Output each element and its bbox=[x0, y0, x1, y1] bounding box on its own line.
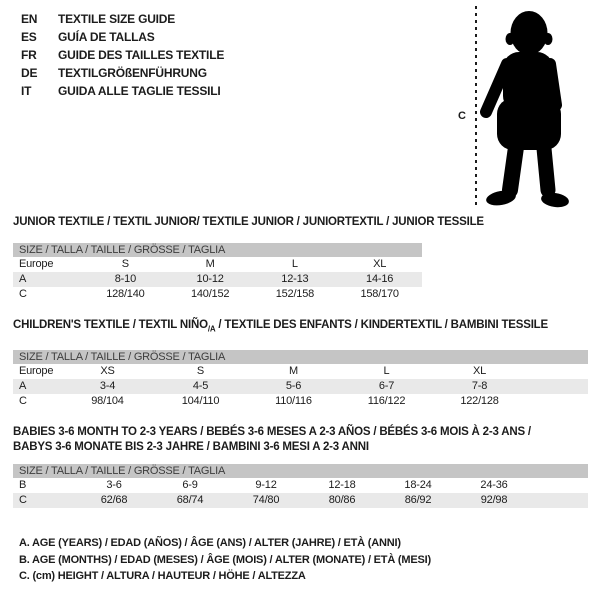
value-cell: 6-9 bbox=[182, 479, 198, 491]
table-size-header: SIZE / TALLA / TAILLE / GRÖSSE / TAGLIA bbox=[13, 243, 422, 257]
table-title-line2: BABYS 3-6 MONATE BIS 2-3 JAHRE / BAMBINI 3-6 MESI A 2-3 ANNI bbox=[13, 441, 369, 453]
value-cell: 10-12 bbox=[196, 273, 224, 285]
value-cell: 8-10 bbox=[114, 273, 136, 285]
figure-label-c: C bbox=[458, 110, 466, 122]
size-cell: L bbox=[291, 258, 298, 270]
table-row-c bbox=[13, 493, 588, 508]
language-list bbox=[21, 10, 224, 100]
language-code: IT bbox=[21, 84, 32, 98]
language-label: TEXTILE SIZE GUIDE bbox=[58, 12, 176, 26]
size-cell: XL bbox=[472, 365, 487, 378]
value-cell: 62/68 bbox=[100, 494, 128, 506]
size-cell: XL bbox=[373, 258, 387, 270]
size-cell: S bbox=[196, 365, 205, 378]
toddler-silhouette-icon bbox=[455, 0, 600, 212]
language-row-it bbox=[21, 82, 224, 100]
value-cell: 80/86 bbox=[328, 494, 356, 506]
table-title: JUNIOR TEXTILE / TEXTIL JUNIOR/ TEXTILE JUNIOR / JUNIORTEXTIL / JUNIOR TESSILE bbox=[13, 216, 484, 228]
value-cell: 128/140 bbox=[106, 288, 145, 300]
value-cell: 4-5 bbox=[192, 380, 209, 393]
table-row-b bbox=[13, 478, 588, 493]
height-measure-figure bbox=[455, 0, 600, 212]
value-cell: 92/98 bbox=[480, 494, 508, 506]
row-label: A bbox=[19, 380, 27, 393]
value-cell: 12-18 bbox=[328, 479, 356, 491]
value-cell: 98/104 bbox=[91, 395, 124, 408]
language-row-en bbox=[21, 10, 224, 28]
row-label: Europe bbox=[19, 365, 54, 378]
table-row-c bbox=[13, 287, 422, 302]
value-cell: 68/74 bbox=[176, 494, 204, 506]
language-code: EN bbox=[21, 12, 38, 26]
table-row-europe bbox=[13, 364, 588, 379]
table-title bbox=[13, 318, 588, 336]
table-size-header: SIZE / TALLA / TAILLE / GRÖSSE / TAGLIA bbox=[13, 350, 588, 364]
footnote-b: B. AGE (MONTHS) / EDAD (MESES) / ÂGE (MOIS) / ALTER (MONATE) / ETÀ (MESI) bbox=[19, 553, 431, 566]
title-subscript: /A bbox=[207, 324, 216, 334]
row-label: C bbox=[19, 395, 27, 408]
size-cell: L bbox=[383, 365, 390, 378]
row-label: C bbox=[19, 494, 27, 506]
title-part: / TEXTILE DES ENFANTS / KINDERTEXTIL / BAMBINI TESSILE bbox=[215, 319, 548, 331]
size-cell: M bbox=[289, 365, 298, 378]
value-cell: 5-6 bbox=[285, 380, 302, 393]
value-cell: 12-13 bbox=[281, 273, 309, 285]
language-code: ES bbox=[21, 30, 37, 44]
language-row-fr bbox=[21, 46, 224, 64]
toddler-silhouette-shape bbox=[485, 11, 570, 209]
value-cell: 110/116 bbox=[275, 395, 312, 408]
language-code: FR bbox=[21, 48, 37, 62]
value-cell: 140/152 bbox=[190, 288, 230, 300]
table-size-header: SIZE / TALLA / TAILLE / GRÖSSE / TAGLIA bbox=[13, 464, 588, 478]
language-row-es bbox=[21, 28, 224, 46]
value-cell: 24-36 bbox=[480, 479, 508, 491]
table-row-a bbox=[13, 272, 422, 287]
value-cell: 14-16 bbox=[366, 273, 394, 285]
row-label: Europe bbox=[19, 258, 54, 270]
size-cell: S bbox=[121, 258, 129, 270]
size-cell: M bbox=[205, 258, 215, 270]
value-cell: 9-12 bbox=[255, 479, 277, 491]
footnote-a: A. AGE (YEARS) / EDAD (AÑOS) / ÂGE (ANS) / ALTER (JAHRE) / ETÀ (ANNI) bbox=[19, 537, 401, 549]
value-cell: 152/158 bbox=[275, 288, 315, 300]
language-label: TEXTILGRÖßENFÜHRUNG bbox=[58, 66, 207, 80]
language-label: GUÍA DE TALLAS bbox=[58, 30, 155, 44]
size-cell: XS bbox=[100, 365, 115, 378]
size-table-junior bbox=[13, 215, 484, 302]
value-cell: 74/80 bbox=[252, 494, 280, 506]
table-row-europe bbox=[13, 257, 422, 272]
title-part: CHILDREN'S TEXTILE / TEXTIL NIÑO bbox=[13, 319, 208, 331]
language-label: GUIDE DES TAILLES TEXTILE bbox=[58, 48, 225, 62]
value-cell: 3-6 bbox=[106, 479, 122, 491]
size-table-babies bbox=[13, 425, 588, 508]
value-cell: 122/128 bbox=[460, 395, 499, 408]
language-label: GUIDA ALLE TAGLIE TESSILI bbox=[58, 84, 221, 98]
language-code: DE bbox=[21, 66, 38, 80]
value-cell: 3-4 bbox=[99, 380, 116, 393]
table-row-c bbox=[13, 394, 588, 409]
value-cell: 7-8 bbox=[471, 380, 488, 393]
language-row-de bbox=[21, 64, 224, 82]
row-label: C bbox=[19, 288, 27, 300]
row-label: A bbox=[19, 273, 27, 285]
value-cell: 158/170 bbox=[360, 288, 399, 300]
value-cell: 6-7 bbox=[378, 380, 395, 393]
value-cell: 86/92 bbox=[404, 494, 432, 506]
table-row-a bbox=[13, 379, 588, 394]
row-label: B bbox=[19, 479, 27, 491]
footnotes bbox=[19, 535, 431, 585]
value-cell: 116/122 bbox=[367, 395, 406, 408]
footnote-c: C. (cm) HEIGHT / ALTURA / HAUTEUR / HÖHE / ALTEZZA bbox=[19, 570, 306, 582]
value-cell: 18-24 bbox=[404, 479, 432, 491]
table-title-line1: BABIES 3-6 MONTH TO 2-3 YEARS / BEBÉS 3-6 MESES A 2-3 AÑOS / BÉBÉS 3-6 MOIS À 2-3 ANS / bbox=[13, 426, 531, 438]
size-table-children bbox=[13, 318, 588, 409]
value-cell: 104/110 bbox=[181, 395, 220, 408]
